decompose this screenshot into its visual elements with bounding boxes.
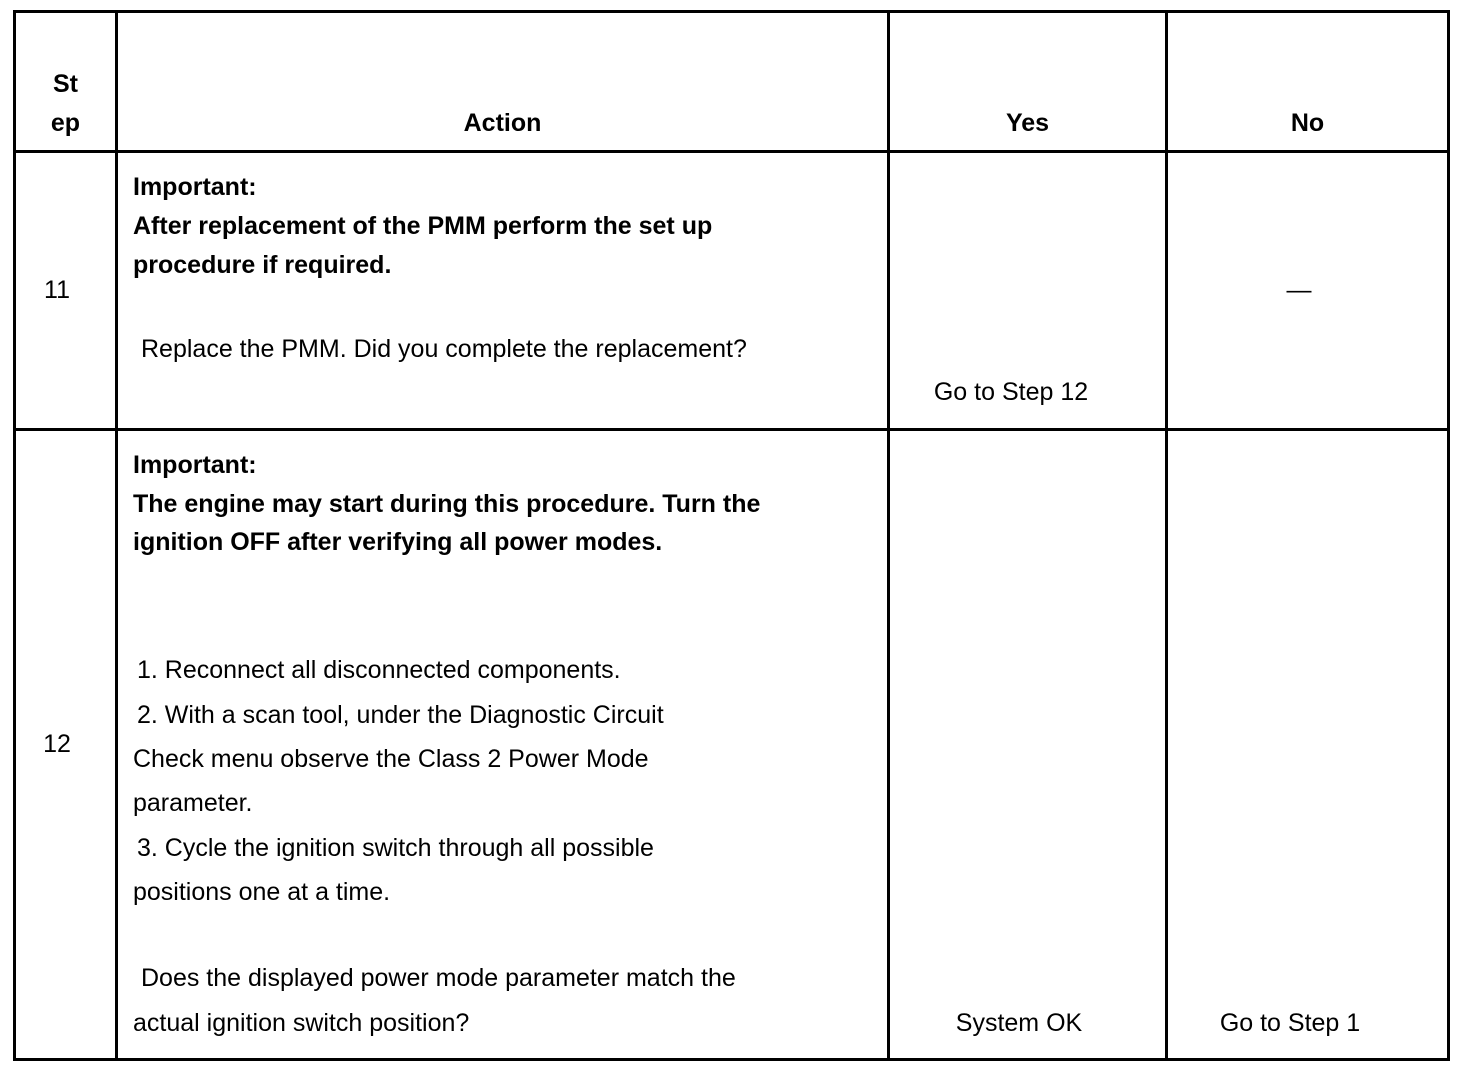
- action-list-item-continuation: parameter.: [133, 789, 253, 817]
- table-divider-row: [13, 428, 1450, 431]
- important-label: Important:: [133, 451, 257, 479]
- action-list-item: 2. With a scan tool, under the Diagnostic Circuit: [137, 701, 664, 729]
- important-note-line: After replacement of the PMM perform the set up: [133, 212, 713, 240]
- table-border-right: [1447, 10, 1450, 1061]
- action-question-line: Does the displayed power mode parameter match the: [141, 964, 736, 992]
- important-note-line: The engine may start during this procedure. Turn the: [133, 490, 761, 518]
- column-divider-yes: [1165, 10, 1168, 1061]
- header-step-line-1: St: [53, 70, 78, 98]
- no-result: Go to Step 1: [1219, 1009, 1361, 1037]
- action-list-item: 1. Reconnect all disconnected components.: [137, 656, 621, 684]
- step-number-12: 12: [43, 730, 71, 758]
- header-no: No: [1290, 109, 1325, 137]
- yes-result: Go to Step 12: [933, 378, 1089, 406]
- important-label: Important:: [133, 173, 257, 201]
- column-divider-step: [115, 10, 118, 1061]
- no-result: —: [1286, 276, 1312, 304]
- column-divider-action: [887, 10, 890, 1061]
- important-note-line: ignition OFF after verifying all power modes.: [133, 528, 663, 556]
- action-list-item-continuation: Check menu observe the Class 2 Power Mode: [133, 745, 649, 773]
- table-border-left: [13, 10, 16, 1061]
- header-action: Action: [463, 109, 542, 137]
- action-text-line: Replace the PMM. Did you complete the replacement?: [141, 335, 747, 363]
- table-border-bottom: [13, 1058, 1450, 1061]
- action-list-item-continuation: positions one at a time.: [133, 878, 391, 906]
- yes-result: System OK: [955, 1009, 1083, 1037]
- action-question-line: actual ignition switch position?: [133, 1009, 470, 1037]
- table-divider-header: [13, 150, 1450, 153]
- important-note-line: procedure if required.: [133, 251, 392, 279]
- action-list-item: 3. Cycle the ignition switch through all possible: [137, 834, 654, 862]
- table-border-top: [13, 10, 1450, 13]
- header-yes: Yes: [1005, 109, 1050, 137]
- step-number-11: 11: [44, 276, 70, 304]
- header-step-line-2: ep: [50, 109, 81, 137]
